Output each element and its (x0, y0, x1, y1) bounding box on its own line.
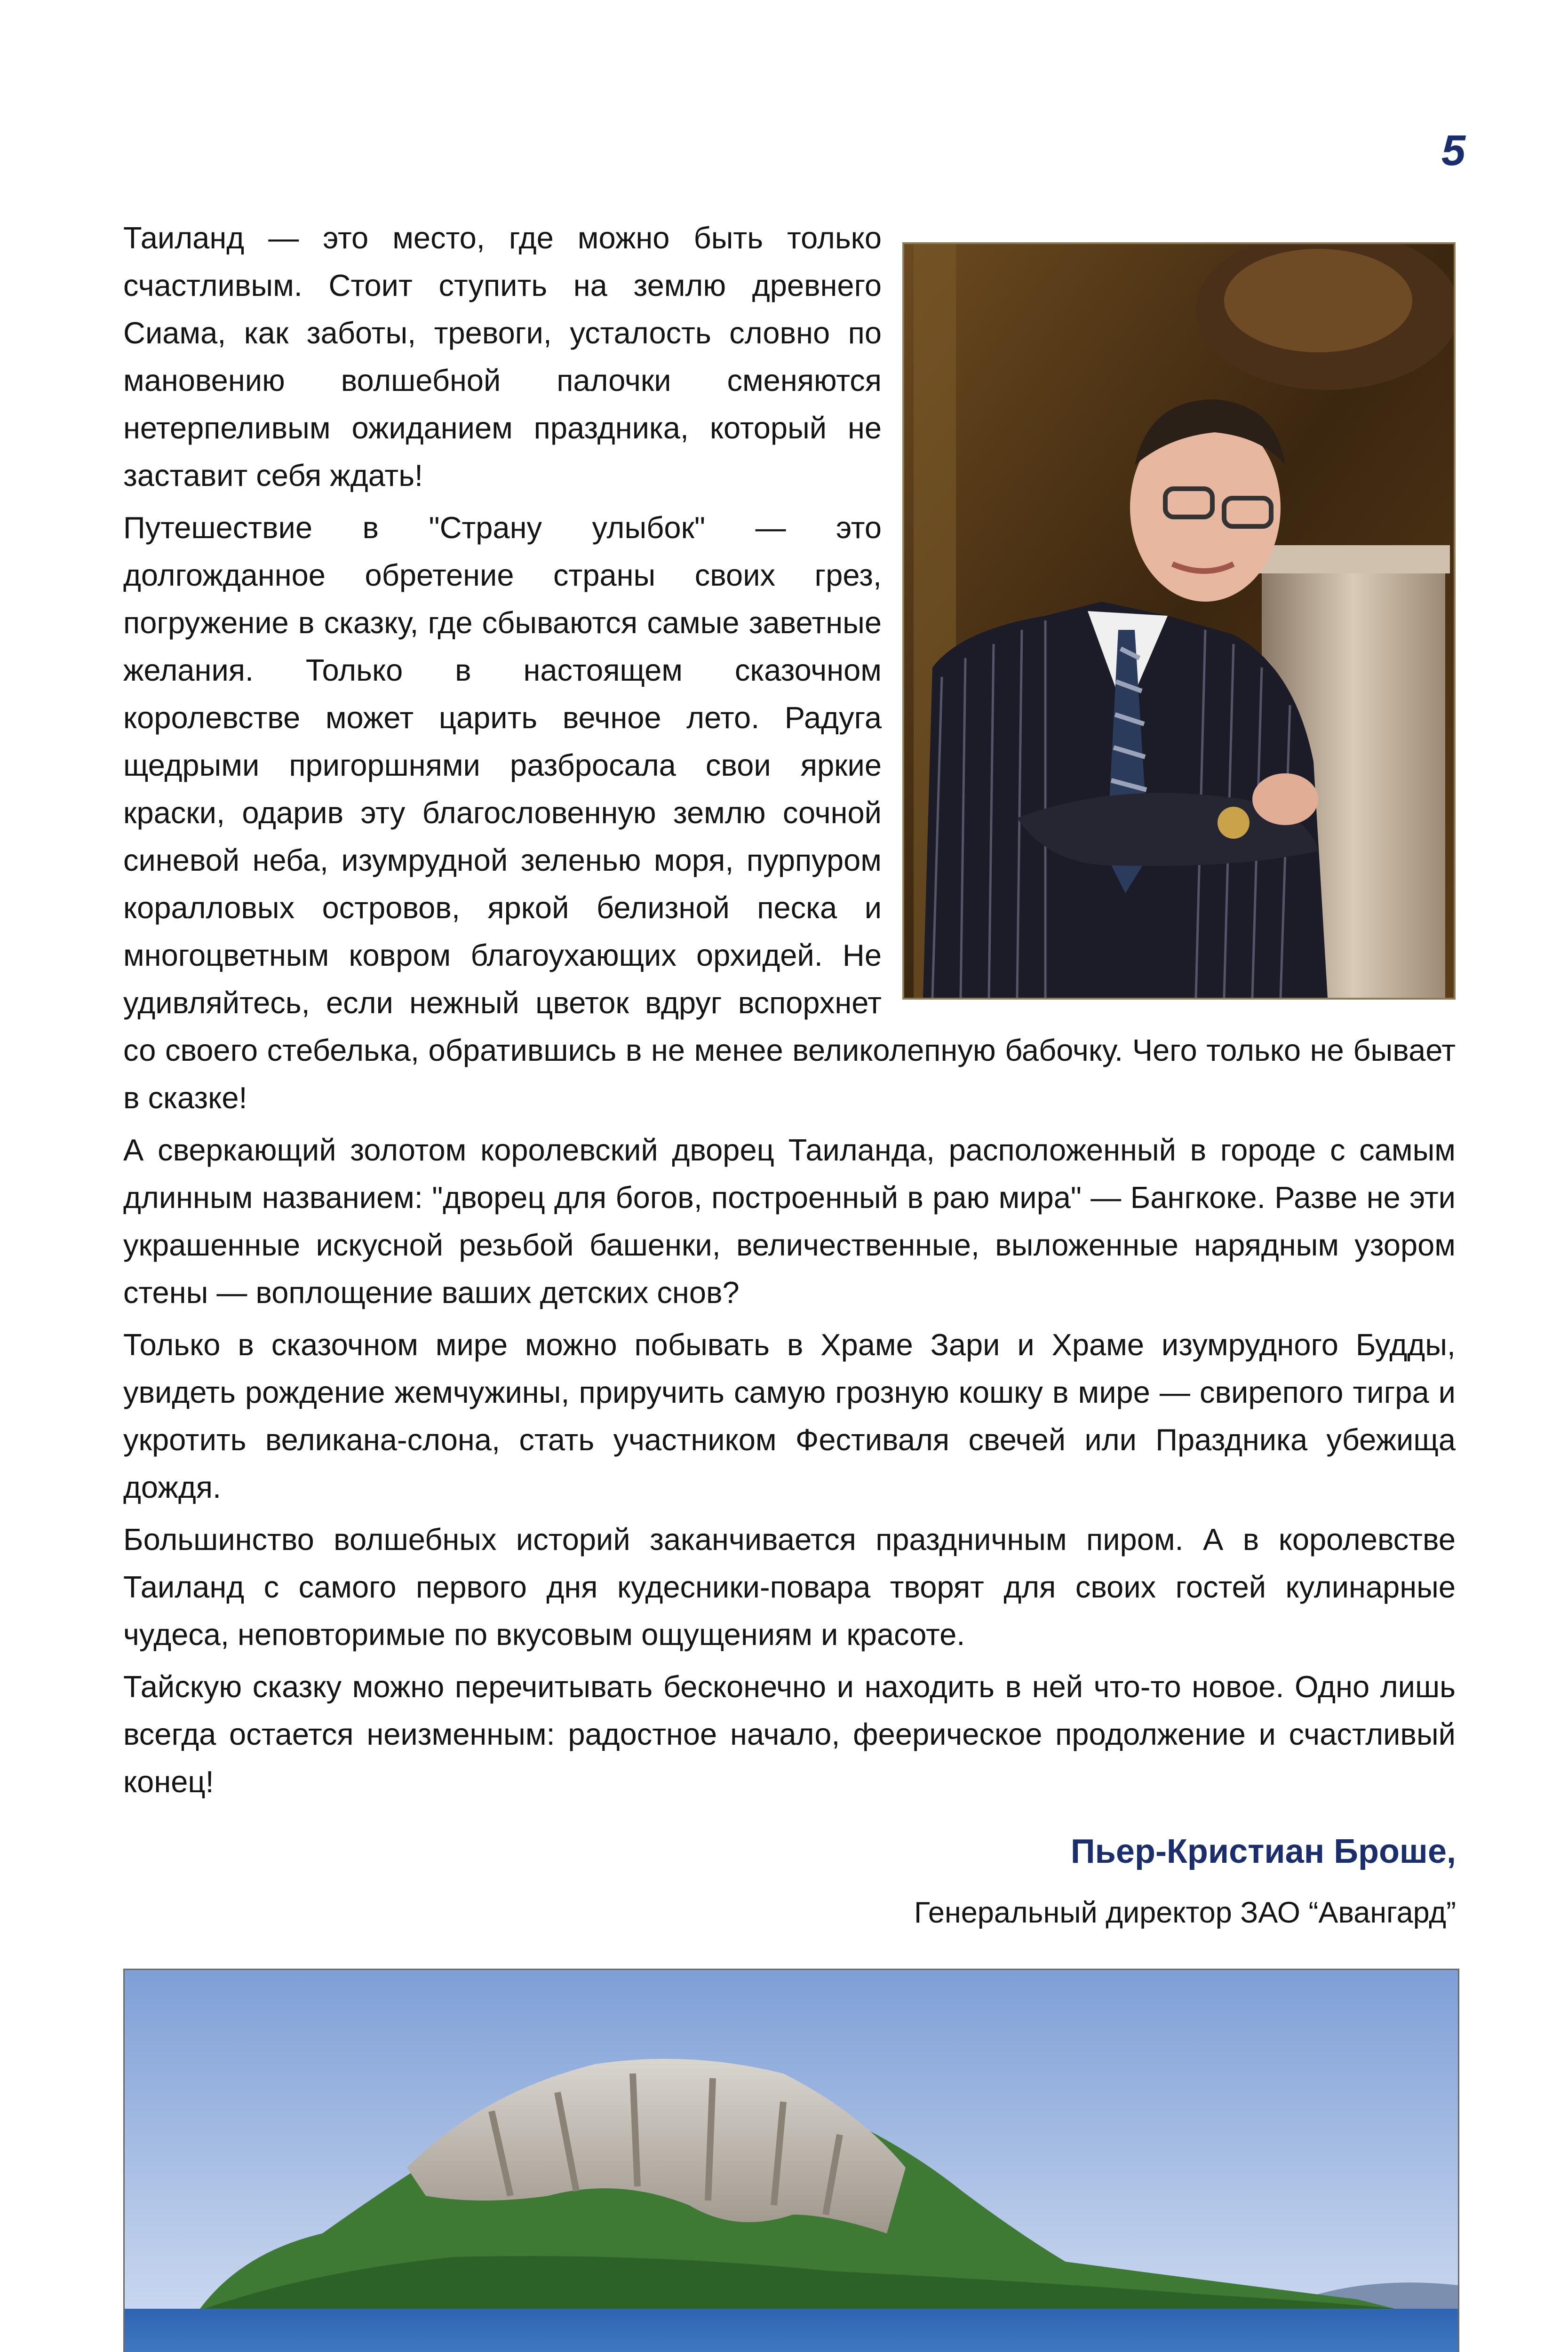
portrait-photo (902, 242, 1456, 1000)
portrait-illustration (904, 244, 1454, 998)
beach-photo (123, 1969, 1459, 2352)
paragraph: Тайскую сказку можно перечитывать бесконечно и находить в ней что-то новое. Одно лишь всегда остается неизменным: радостное начало, феерическое продолжение и счастливый конец! (123, 1669, 1456, 1799)
signature-title: Генеральный директор ЗАО “Авангард” (914, 1896, 1456, 1929)
paragraph: Путешествие в "Страну улыбок" — это долгожданное обретение страны своих грез, погружение в сказку, где сбываются самые заветные желания. Только в настоящем сказочном королевстве может царить вечное лето. Радуга щедрыми пригоршнями разбросала свои яркие краски, одарив эту благословенную землю сочной синевой неба, изумрудной зеленью моря, пурпуром коралловых островов, яркой белизной песка и многоцветным ковром благоухающих орхидей. Не удивляйтесь, если нежный цветок вдруг вспорхнет со своего стебелька, обратившись в не менее великолепную бабочку. Чего только не бывает в сказке! (123, 510, 1456, 1115)
paragraph: Таиланд — это место, где можно быть только счастливым. Стоит ступить на землю древнего Сиама, как заботы, тревоги, усталость словно по мановению волшебной палочки сменяются нетерпеливым ожиданием праздника, который не заставит себя ждать! (123, 221, 882, 493)
paragraph: Только в сказочном мире можно побывать в Храме Зари и Храме изумрудного Будды, увидеть рождение жемчужины, приручить самую грозную кошку в мире — свирепого тигра и укротить великана-слона, стать участником Фестиваля свечей или Праздника убежища дождя. (123, 1327, 1456, 1504)
paragraph: А сверкающий золотом королевский дворец Таиланда, расположенный в городе с самым длинным названием: "дворец для богов, построенный в раю мира" — Бангкоке. Разве не эти украшенные искусной резьбой башенки, величественные, выложенные нарядным узором стены — воплощение ваших детских снов? (123, 1133, 1456, 1310)
page-number: 5 (1441, 127, 1465, 175)
signature-name: Пьер-Кристиан Броше, (1070, 1833, 1456, 1870)
paragraph: Большинство волшебных историй заканчивается праздничным пиром. А в королевстве Таиланд с самого первого дня кудесники-повара творят для своих гостей кулинарные чудеса, неповторимые по вкусовым ощущениям и красоте. (123, 1522, 1456, 1652)
article-body (123, 214, 1456, 1810)
beach-illustration (125, 1970, 1458, 2352)
